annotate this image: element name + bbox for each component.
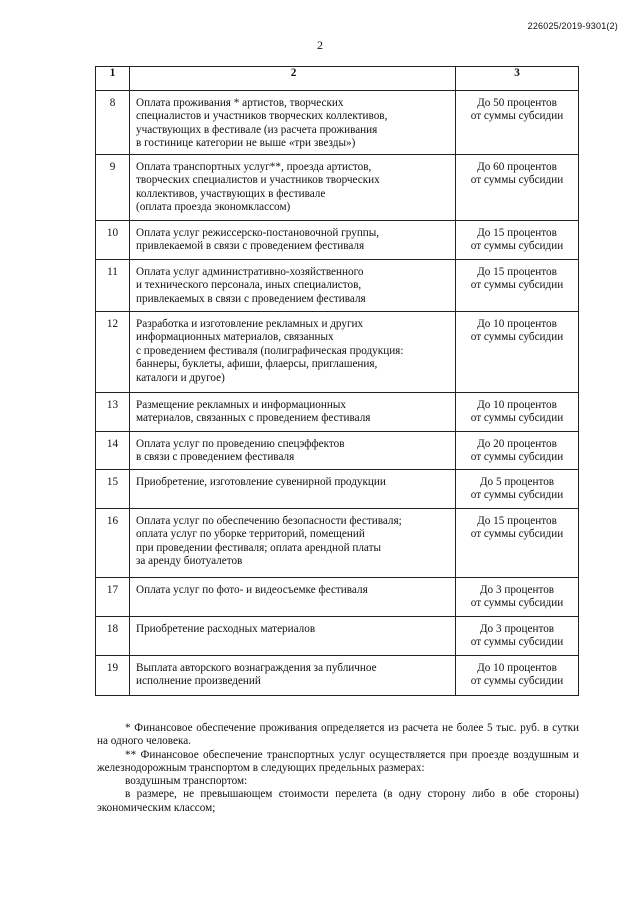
row-description-text: Размещение рекламных и информационных материалов, связанных с проведением фестиваля xyxy=(136,399,371,425)
column-header-1: 1 xyxy=(96,67,130,91)
row-number: 19 xyxy=(96,656,130,696)
row-number: 17 xyxy=(96,578,130,617)
row-number: 14 xyxy=(96,432,130,470)
row-description-text: Оплата услуг административно-хозяйственного и технического персонала, иных специалистов, привлекаемых в связи с проведением фестиваля xyxy=(136,266,366,305)
row-description-text: Оплата транспортных услуг**, проезда артистов, творческих специалистов и участников творческих коллективов, участвующих в фестивале (оплата проезда экономклассом) xyxy=(136,161,380,214)
footnote-transport: ** Финансовое обеспечение транспортных услуг осуществляется при проезде воздушным и железнодорожным транспортом в следующих предельных размерах: xyxy=(97,748,579,774)
row-number: 13 xyxy=(96,393,130,432)
footnote-air-limit: в размере, не превышающем стоимости перелета (в одну сторону либо в обе стороны) экономическим классом; xyxy=(97,788,579,814)
row-limit xyxy=(456,260,579,312)
row-number: 18 xyxy=(96,617,130,656)
row-description xyxy=(130,260,456,312)
footnotes xyxy=(97,722,579,815)
column-header-2: 2 xyxy=(130,67,456,91)
footnote-air-transport: воздушным транспортом: xyxy=(125,775,248,788)
row-limit-text: До 10 процентов от суммы субсидии xyxy=(470,662,564,688)
row-limit-text: До 50 процентов от суммы субсидии xyxy=(470,97,564,123)
row-limit xyxy=(456,221,579,260)
row-limit xyxy=(456,312,579,393)
row-number: 11 xyxy=(96,260,130,312)
table-row xyxy=(96,578,579,617)
row-number: 12 xyxy=(96,312,130,393)
row-description-text: Оплата услуг по обеспечению безопасности фестиваля; оплата услуг по уборке территорий, помещений при проведении фестиваля; оплата арендной платы за аренду биотуалетов xyxy=(136,515,402,568)
row-description xyxy=(130,312,456,393)
table-row xyxy=(96,221,579,260)
row-description xyxy=(130,656,456,696)
table-row xyxy=(96,617,579,656)
page-number: 2 xyxy=(317,38,323,52)
table-row xyxy=(96,91,579,155)
row-limit-text: До 15 процентов от суммы субсидии xyxy=(470,266,564,292)
row-description xyxy=(130,470,456,509)
table-header-row xyxy=(96,67,579,91)
row-description-text: Оплата услуг по фото- и видеосъемке фестиваля xyxy=(136,584,368,596)
row-limit-text: До 15 процентов от суммы субсидии xyxy=(470,515,564,541)
row-description xyxy=(130,578,456,617)
row-number: 16 xyxy=(96,509,130,578)
row-description xyxy=(130,509,456,578)
expense-table xyxy=(95,66,579,696)
table-row xyxy=(96,312,579,393)
row-limit-text: До 5 процентов от суммы субсидии xyxy=(470,476,564,502)
row-description xyxy=(130,393,456,432)
row-description xyxy=(130,221,456,260)
row-limit-text: До 10 процентов от суммы субсидии xyxy=(470,318,564,344)
row-number: 10 xyxy=(96,221,130,260)
row-number: 15 xyxy=(96,470,130,509)
row-number: 8 xyxy=(96,91,130,155)
row-limit xyxy=(456,578,579,617)
row-description xyxy=(130,155,456,221)
footnote-accommodation: * Финансовое обеспечение проживания определяется из расчета не более 5 тыс. руб. в сутки на одного человека. xyxy=(97,722,579,748)
document-number: 226025/2019-9301(2) xyxy=(527,21,618,31)
row-limit-text: До 3 процентов от суммы субсидии xyxy=(470,623,564,649)
table-row xyxy=(96,470,579,509)
row-limit xyxy=(456,656,579,696)
row-limit xyxy=(456,393,579,432)
row-limit-text: До 60 процентов от суммы субсидии xyxy=(470,161,564,187)
table-row xyxy=(96,509,579,578)
row-limit-text: До 20 процентов от суммы субсидии xyxy=(470,438,564,464)
row-description-text: Выплата авторского вознаграждения за публичное исполнение произведений xyxy=(136,662,377,688)
row-limit xyxy=(456,432,579,470)
table-row xyxy=(96,260,579,312)
table-row xyxy=(96,656,579,696)
row-description xyxy=(130,91,456,155)
row-description xyxy=(130,617,456,656)
column-header-3: 3 xyxy=(456,67,579,91)
row-number: 9 xyxy=(96,155,130,221)
row-limit-text: До 15 процентов от суммы субсидии xyxy=(470,227,564,253)
row-limit-text: До 10 процентов от суммы субсидии xyxy=(470,399,564,425)
row-limit xyxy=(456,617,579,656)
table-row xyxy=(96,155,579,221)
row-limit xyxy=(456,470,579,509)
table-row xyxy=(96,432,579,470)
row-limit xyxy=(456,155,579,221)
row-description-text: Оплата услуг по проведению спецэффектов в связи с проведением фестиваля xyxy=(136,438,345,464)
row-description-text: Разработка и изготовление рекламных и других информационных материалов, связанных с проведением фестиваля (полиграфическая продукция: баннеры, буклеты, афиши, флаерсы, приглашения, каталоги и другое) xyxy=(136,318,404,384)
row-description xyxy=(130,432,456,470)
row-limit xyxy=(456,91,579,155)
row-description-text: Оплата услуг режиссерско-постановочной группы, привлекаемой в связи с проведением фестиваля xyxy=(136,227,380,253)
row-limit xyxy=(456,509,579,578)
row-limit-text: До 3 процентов от суммы субсидии xyxy=(470,584,564,610)
row-description-text: Оплата проживания * артистов, творческих специалистов и участников творческих коллективов, участвующих в фестивале (из расчета проживания в гостинице категории не выше «три звезды») xyxy=(136,97,388,150)
table-row xyxy=(96,393,579,432)
row-description-text: Приобретение, изготовление сувенирной продукции xyxy=(136,476,386,488)
row-description-text: Приобретение расходных материалов xyxy=(136,623,316,635)
